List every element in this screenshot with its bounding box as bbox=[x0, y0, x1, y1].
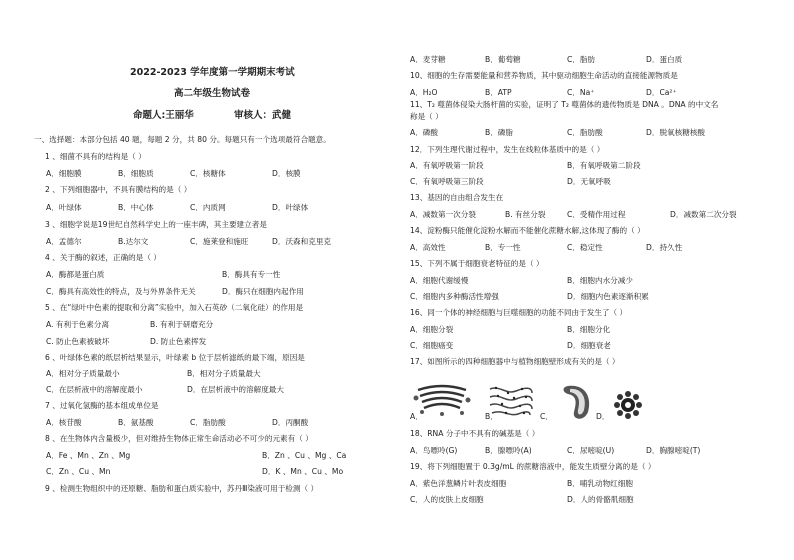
q4-stem: 4 、关于酶的叙述，正确的是（ ） bbox=[45, 253, 161, 262]
q3-option-d: D．沃森和克里克 bbox=[272, 237, 332, 246]
q17-option-c: C． bbox=[540, 412, 553, 421]
q4-option-c: C．酶具有高效性的特点，及与外界条件无关 bbox=[46, 287, 196, 296]
q14-option-d: D．持久性 bbox=[646, 243, 683, 252]
q19-stem: 19、将下列细胞置于 0.3g/mL 的蔗糖溶液中，能发生质壁分离的是（ ） bbox=[410, 462, 656, 471]
q14-option-c: C．稳定性 bbox=[567, 243, 603, 252]
q17-option-a: A． bbox=[410, 412, 423, 421]
q17-option-d: D． bbox=[596, 412, 610, 421]
q11-stem-line1: 11、T₂ 噬菌体侵染大肠杆菌的实验，证明了 T₂ 噬菌体的遗传物质是 DNA 。DNA 的中文名 bbox=[410, 100, 719, 109]
q9-option-a: A．麦芽糖 bbox=[410, 55, 446, 64]
q16-option-d: D．细胞衰老 bbox=[567, 341, 611, 350]
q14-stem: 14、淀粉酶只能催化淀粉水解而不能催化蔗糖水解,这体现了酶的（ ） bbox=[410, 226, 645, 235]
q3-option-b: B.达尔文 bbox=[118, 237, 149, 246]
q8-option-a: A．Fe 、Mn 、Zn 、Mg bbox=[46, 451, 131, 460]
q11-option-c: C．脂肪酸 bbox=[567, 128, 603, 137]
exam-subtitle: 高二年级生物试卷 bbox=[174, 88, 251, 99]
q17-stem: 17、如图所示的四种细胞器中与植物细胞壁形成有关的是（ ） bbox=[410, 357, 620, 366]
q14-option-a: A．高效性 bbox=[410, 243, 446, 252]
q16-option-a: A．细胞分裂 bbox=[410, 325, 454, 334]
q18-option-b: B．腺嘌呤(A) bbox=[485, 446, 532, 455]
q5-stem: 5 、在“绿叶中色素的提取和分离”实验中，加入石英砂（二氧化硅）的作用是 bbox=[45, 303, 304, 312]
q6-option-b: B．相对分子质量最大 bbox=[187, 369, 261, 378]
q9-option-c: C．脂肪 bbox=[567, 55, 596, 64]
q14-option-b: B．专一性 bbox=[485, 243, 521, 252]
q13-option-d: D．减数第二次分裂 bbox=[670, 210, 737, 219]
q11-option-b: B．磷脂 bbox=[485, 128, 513, 137]
q11-option-d: D．脱氧核糖核酸 bbox=[646, 128, 706, 137]
q15-option-a: A．细胞代谢缓慢 bbox=[410, 276, 469, 285]
q4-option-a: A．酶都是蛋白质 bbox=[46, 270, 105, 279]
q6-option-c: C．在层析液中的溶解度最小 bbox=[46, 385, 143, 394]
q18-option-d: D．胸腺嘧啶(T) bbox=[646, 446, 701, 455]
organelle-d-centrosome-figure bbox=[613, 390, 643, 420]
q10-option-c: C．Na⁺ bbox=[567, 88, 595, 97]
q5-option-c: C. 防止色素被破坏 bbox=[46, 337, 110, 346]
q4-option-d: D．酶只在细胞内起作用 bbox=[222, 287, 304, 296]
q11-option-a: A．磷酸 bbox=[410, 128, 438, 137]
q19-option-c: C．人的皮肤上皮细胞 bbox=[410, 495, 484, 504]
q19-option-d: D．人的骨骼肌细胞 bbox=[567, 495, 634, 504]
q10-stem: 10、细胞的生存需要能量和营养物质，其中驱动细胞生命活动的直接能源物质是 bbox=[410, 71, 678, 80]
q3-option-c: C．施莱登和施旺 bbox=[190, 237, 249, 246]
q2-stem: 2 、下列细胞器中，不具有膜结构的是（ ） bbox=[45, 185, 192, 194]
q12-option-d: D．无氧呼吸 bbox=[567, 177, 611, 186]
q9-option-d: D．蛋白质 bbox=[646, 55, 683, 64]
q10-option-a: A．H₂O bbox=[410, 88, 438, 97]
q16-stem: 16、同一个体的神经细胞与巨噬细胞的功能不同由于发生了（ ） bbox=[410, 308, 628, 317]
exam-reviewer: 审核人：武健 bbox=[234, 110, 292, 121]
q6-option-d: D．在层析液中的溶解度最大 bbox=[187, 385, 284, 394]
organelle-c-mitochondrion-figure bbox=[560, 382, 594, 422]
q2-option-c: C．内质网 bbox=[190, 203, 226, 212]
instructions: 一、选择题：本部分包括 40 题，每题 2 分，共 80 分。每题只有一个选项最符合题意。 bbox=[34, 135, 331, 144]
q7-option-b: B．氨基酸 bbox=[118, 418, 154, 427]
q15-option-c: C．细胞内多种酶活性增强 bbox=[410, 292, 499, 301]
q18-stem: 18、RNA 分子中不具有的碱基是（ ） bbox=[410, 429, 540, 438]
q3-option-a: A．孟德尔 bbox=[46, 237, 82, 246]
q8-stem: 8 、在生物体内含量极少，但对维持生物体正常生命活动必不可少的元素有（ ） bbox=[45, 434, 313, 443]
q2-option-d: D．叶绿体 bbox=[272, 203, 309, 212]
q13-stem: 13、基因的自由组合发生在 bbox=[410, 193, 504, 202]
q1-option-d: D．核膜 bbox=[272, 169, 301, 178]
q12-option-b: B．有氧呼吸第二阶段 bbox=[567, 161, 641, 170]
q13-option-b: B. 有丝分裂 bbox=[505, 210, 546, 219]
q1-stem: 1 、细菌不具有的结构是（ ） bbox=[45, 152, 146, 161]
q19-option-a: A．紫色洋葱鳞片叶表皮细胞 bbox=[410, 479, 507, 488]
exam-author: 命题人:王丽华 bbox=[133, 110, 194, 121]
q15-option-d: D．细胞内色素逐渐积累 bbox=[567, 292, 649, 301]
q9-option-b: B．葡萄糖 bbox=[485, 55, 521, 64]
q6-stem: 6 、叶绿体色素的纸层析结果显示，叶绿素 b 位于层析滤纸的最下端，原因是 bbox=[45, 353, 305, 362]
q8-option-b: B．Zn 、Cu 、Mg 、Ca bbox=[262, 451, 347, 460]
q6-option-a: A．相对分子质量最小 bbox=[46, 369, 120, 378]
q7-option-d: D．丙酮酸 bbox=[272, 418, 309, 427]
q5-option-d: D. 防止色素挥发 bbox=[150, 337, 207, 346]
q9-stem: 9 、检测生物组织中的还原糖、脂肪和蛋白质实验中，苏丹Ⅲ染液可用于检测（ ） bbox=[45, 484, 319, 493]
q8-option-c: C．Zn 、Cu 、Mn bbox=[46, 467, 111, 476]
q7-stem: 7 、过氧化氢酶的基本组成单位是 bbox=[45, 401, 159, 410]
q13-option-a: A．减数第一次分裂 bbox=[410, 210, 476, 219]
q10-option-b: B．ATP bbox=[485, 88, 512, 97]
q11-stem-line2: 称是（ ） bbox=[410, 112, 443, 121]
q5-option-b: B. 有利于研磨充分 bbox=[150, 320, 214, 329]
q8-option-d: D．K 、Mn 、Cu 、Mo bbox=[262, 467, 344, 476]
q7-option-a: A．核苷酸 bbox=[46, 418, 82, 427]
q2-option-b: B．中心体 bbox=[118, 203, 154, 212]
q2-option-a: A．叶绿体 bbox=[46, 203, 82, 212]
q17-option-b: B． bbox=[485, 412, 498, 421]
q7-option-c: C．脂肪酸 bbox=[190, 418, 226, 427]
q3-stem: 3 、细胞学说是19世纪自然科学史上的一座丰碑，其主要建立者是 bbox=[45, 220, 267, 229]
q19-option-b: B．哺乳动物红细胞 bbox=[567, 479, 633, 488]
q18-option-a: A．鸟嘌呤(G) bbox=[410, 446, 458, 455]
q12-option-c: C．有氧呼吸第三阶段 bbox=[410, 177, 484, 186]
q12-option-a: A．有氧呼吸第一阶段 bbox=[410, 161, 484, 170]
q5-option-a: A. 有利于色素分离 bbox=[46, 320, 110, 329]
q15-option-b: B．细胞内水分减少 bbox=[567, 276, 633, 285]
q15-stem: 15、下列不属于细胞衰老特征的是（ ） bbox=[410, 259, 544, 268]
q1-option-b: B．细胞质 bbox=[118, 169, 154, 178]
q18-option-c: C．尿嘧啶(U) bbox=[567, 446, 615, 455]
q12-stem: 12．下列生理代谢过程中，发生在线粒体基质中的是（ ） bbox=[410, 145, 605, 154]
q16-option-b: B．细胞分化 bbox=[567, 325, 611, 334]
q1-option-a: A．细胞膜 bbox=[46, 169, 82, 178]
q10-option-d: D．Ca²⁺ bbox=[646, 88, 677, 97]
q1-option-c: C．核糖体 bbox=[190, 169, 226, 178]
q16-option-c: C．细胞癌变 bbox=[410, 341, 454, 350]
q4-option-b: B．酶具有专一性 bbox=[222, 270, 281, 279]
q13-option-c: C．受精作用过程 bbox=[567, 210, 626, 219]
exam-title: 2022-2023 学年度第一学期期末考试 bbox=[130, 67, 295, 78]
